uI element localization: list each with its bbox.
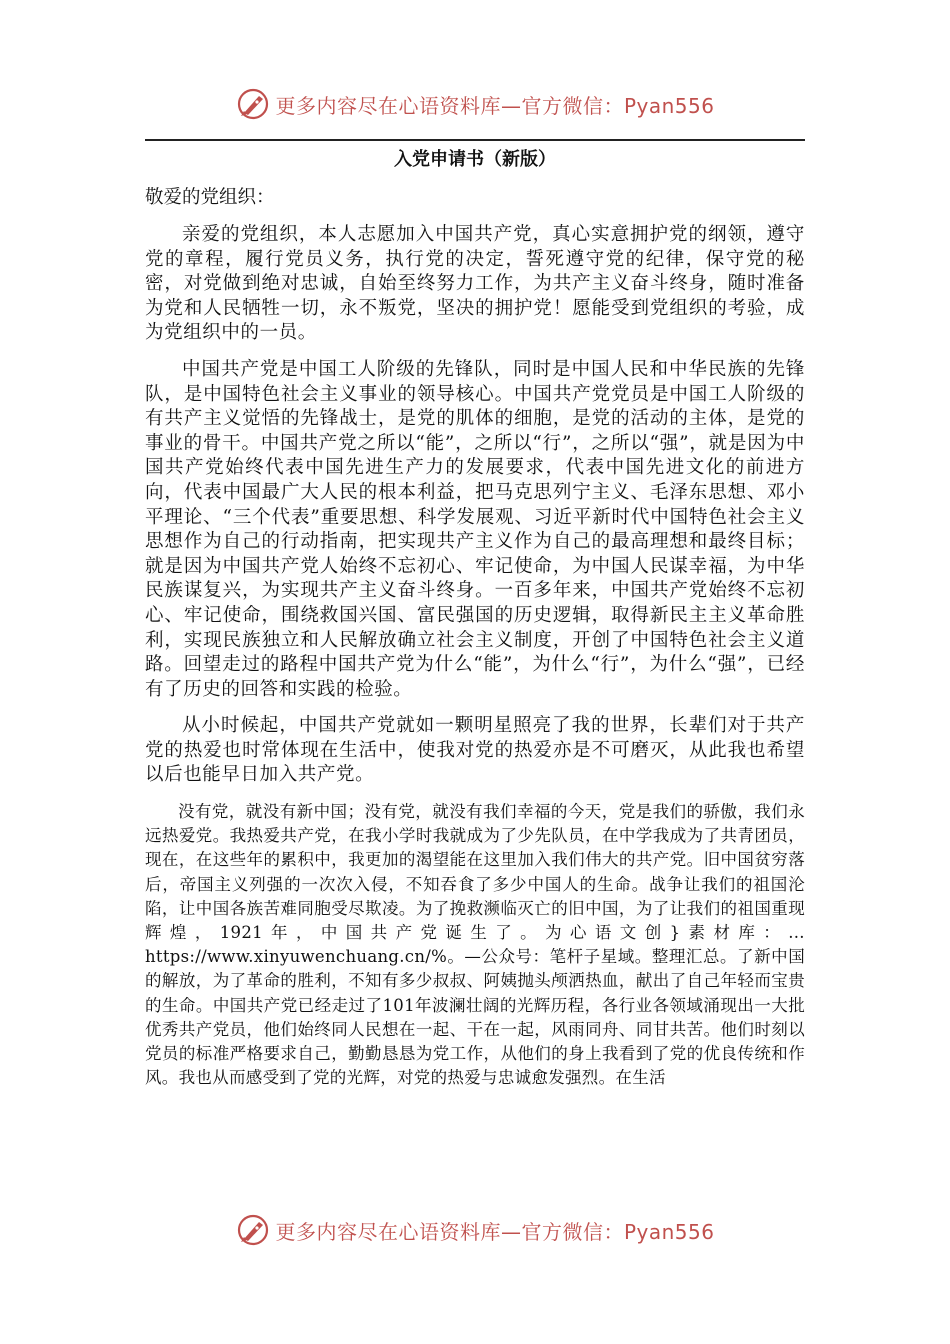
document-body xyxy=(145,223,805,1103)
document-title: 入党申请书（新版） xyxy=(394,149,556,170)
header-divider xyxy=(145,139,805,141)
paragraph-4: 没有党，就没有新中国；没有党，就没有我们幸福的今天，党是我们的骄傲，我们永远热爱党。我热爱共产党，在我小学时我就成为了少先队员，在中学我成为了共青团员，现在，在这些年的累积中，我更加的渴望能在这里加入我们伟大的共产党。旧中国贫穷落后，帝国主义列强的一次次入侵，不知吞食了多少中国人的生命。战争让我们的祖国沦陷，让中国各族苦难同胞受尽欺凌。为了挽救濒临灭亡的旧中国，为了让我们的祖国重现辉煌，1921年，中国共产党诞生了。为心语文创}素材库：…https://www.xinyuwenchuang.cn/%。—公众号：笔杆子星域。整理汇总。了新中国的解放，为了革命的胜利，不知有多少叔叔、阿姨抛头颅洒热血，献出了自己年轻而宝贵的生命。中国共产党已经走过了101年波澜壮阔的光辉历程，各行业各领域涌现出一大批优秀共产党员，他们始终同人民想在一起、干在一起，风雨同舟、同甘共苦。他们时刻以党员的标准严格要求自己，勤勤恳恳为党工作，从他们的身上我看到了党的优良传统和作风。我也从而感受到了党的光辉，对党的热爱与忠诚愈发强烈。在生活 xyxy=(145,802,805,1088)
footer-banner-text: 更多内容尽在心语资料库—官方微信：Pyan556 xyxy=(275,1219,715,1244)
pen-nib-logo-icon xyxy=(235,1212,271,1248)
pen-nib-logo-icon xyxy=(235,86,271,122)
paragraph-2: 中国共产党是中国工人阶级的先锋队，同时是中国人民和中华民族的先锋队，是中国特色社会主义事业的领导核心。中国共产党党员是中国工人阶级的有共产主义觉悟的先锋战士，是党的肌体的细胞，是党的活动的主体，是党的事业的骨干。中国共产党之所以“能”，之所以“行”，之所以“强”，就是因为中国共产党始终代表中国先进生产力的发展要求，代表中国先进文化的前进方向，代表中国最广大人民的根本利益，把马克思列宁主义、毛泽东思想、邓小平理论、“三个代表”重要思想、科学发展观、习近平新时代中国特色社会主义思想作为自己的行动指南，把实现共产主义作为自己的最高理想和最终目标；就是因为中国共产党人始终不忘初心、牢记使命，为中国人民谋幸福，为中华民族谋复兴，为实现共产主义奋斗终身。一百多年来，中国共产党始终不忘初心、牢记使命，围绕救国兴国、富民强国的历史逻辑，取得新民主主义革命胜利，实现民族独立和人民解放确立社会主义制度，开创了中国特色社会主义道路。回望走过的路程中国共产党为什么“能”，为什么“行”，为什么“强”，已经有了历史的回答和实践的检验。 xyxy=(145,358,805,700)
salutation: 敬爱的党组织： xyxy=(145,187,275,208)
paragraph-1: 亲爱的党组织，本人志愿加入中国共产党，真心实意拥护党的纲领，遵守党的章程，履行党员义务，执行党的决定，誓死遵守党的纪律，保守党的秘密，对党做到绝对忠诚，自始至终努力工作，为共产主义奋斗终身，随时准备为党和人民牺牲一切，永不叛党，坚决的拥护党！愿能受到党组织的考验，成为党组织中的一员。 xyxy=(145,224,805,344)
paragraph-3: 从小时候起，中国共产党就如一颗明星照亮了我的世界，长辈们对于共产党的热爱也时常体现在生活中，使我对党的热爱亦是不可磨灭，从此我也希望以后也能早日加入共产党。 xyxy=(145,715,805,786)
header-banner-text: 更多内容尽在心语资料库—官方微信：Pyan556 xyxy=(275,93,715,118)
footer-banner xyxy=(0,1208,950,1252)
header-banner xyxy=(0,82,950,126)
